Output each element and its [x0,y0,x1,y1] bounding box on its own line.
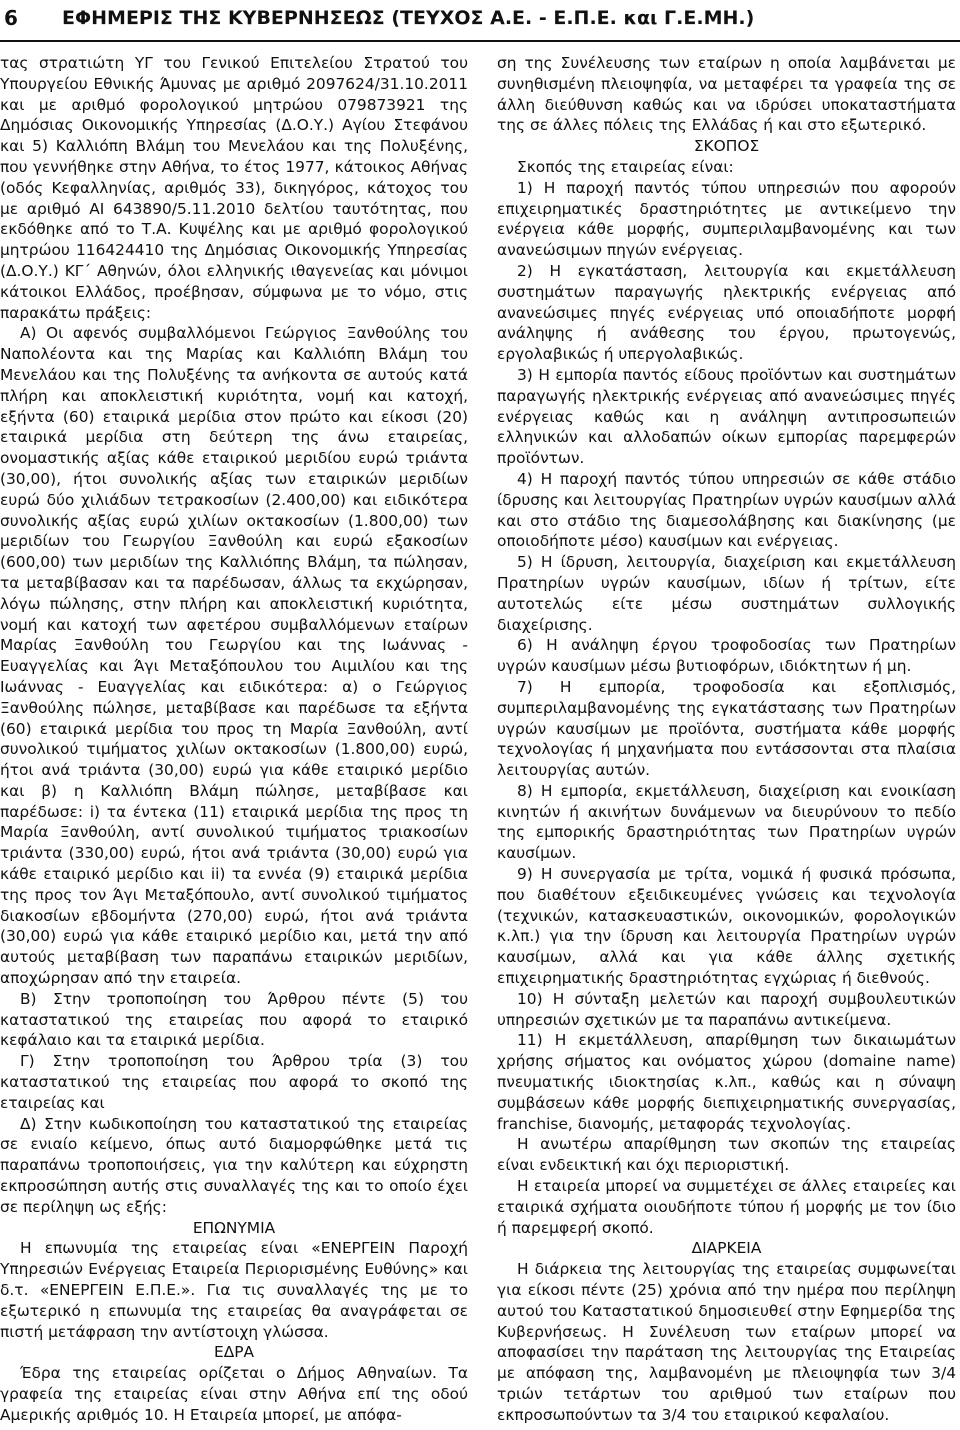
paragraph: ση της Συνέλευσης των εταίρων η οποία λαμβάνεται με συνηθισμένη πλειοψηφία, να μεταφέρει τα γραφεία της σε άλλη διεύθυνση καθώς και να ιδρύσει υποκαταστήματα της σε άλλες πόλεις της Ελλάδας ή και στο εξωτερικό. [497,54,956,135]
paragraph: τας στρατιώτη ΥΓ του Γενικού Επιτελείου Στρατού του Υπουργείου Εθνικής Άμυνας με αριθμό 2097624/31.10.2011 και με αριθμό φορολογικού μητρώου 079873921 της Δημόσιας Οικονομικής Υπηρεσίας (Δ.Ο.Υ.) Αγίου Στεφάνου και 5) Καλλιόπη Βλάμη του Μενελάου και της Πολυξένης, που γεννήθηκε στην Αθήνα, το έτος 1977, κάτοικος Αθήνας (οδός Κεφαλληνίας, αριθμός 33), δικηγόρος, κάτοχος του με αριθμό ΑΙ 643890/5.11.2010 δελτίου ταυτότητας, που εκδόθηκε από το Τ.Α. Κυψέλης και με αριθμό φορολογικού μητρώου 116424410 της Δημόσιας Οικονομικής Υπηρεσίας (Δ.Ο.Υ.) ΚΓ΄ Αθηνών, όλοι ελληνικής ιθαγενείας και μόνιμοι κάτοικοι Ελλάδος, προέβησαν, σύμφωνα με το νόμο, στις παρακάτω πράξεις: [0,54,468,322]
list-item: 6) Η ανάληψη έργου τροφοδοσίας των Πρατηρίων υγρών καυσίμων μέσω βυτιοφόρων, ιδιόκτητων ή μη. [497,636,956,676]
list-item: 3) Η εμπορία παντός είδους προϊόντων και συστημάτων παραγωγής ηλεκτρικής ενέργειας από ανανεώσιμες πηγές ενέργειας καθώς και η ανάληψη αντιπροσωπειών ελληνικών και αλλοδαπών οίκων εμπορίας παρεμφερών προϊόντων. [497,365,956,468]
paragraph: Γ) Στην τροποποίηση του Άρθρου τρία (3) του καταστατικού της εταιρείας που αφορά το σκοπό της εταιρείας και [0,1052,468,1112]
list-item: 8) Η εμπορία, εκμετάλλευση, διαχείριση και ενοικίαση κινητών ή ακινήτων δυνάμενων να διευρύνουν το πεδίο της εμπορικής δραστηριότητας των Πρατηρίων υγρών καυσίμων. [497,781,956,863]
paragraph: Η εταιρεία μπορεί να συμμετέχει σε άλλες εταιρείες και εταιρικά σχήματα οιουδήποτε τύπου ή μορφής με τον ίδιο ή παρεμφερή σκοπό. [497,1177,956,1237]
paragraph: Β) Στην τροποποίηση του Άρθρου πέντε (5) του καταστατικού της εταιρείας που αφορά το εταιρικό κεφάλαιο και τα εταιρικά μερίδια. [0,989,468,1050]
list-item: 10) Η σύνταξη μελετών και παροχή συμβουλευτικών υπηρεσιών σχετικών με τα παραπάνω αντικείμενα. [497,989,956,1029]
page-header [0,0,960,40]
left-column [0,53,468,1426]
section-heading-seat: ΕΔΡΑ [213,1343,255,1362]
paragraph: Η ανωτέρω απαρίθμηση των σκοπών της εταιρείας είναι ενδεικτική και όχι περιοριστική. [497,1135,956,1175]
header-rule [0,40,960,42]
gazette-title: ΕΦΗΜΕΡΙΣ ΤΗΣ ΚΥΒΕΡΝΗΣΕΩΣ (ΤΕΥΧΟΣ Α.Ε. - Ε.Π.Ε. και Γ.Ε.ΜΗ.) [62,7,755,29]
list-item: 1) Η παροχή παντός τύπου υπηρεσιών που αφορούν επιχειρηματικές δραστηριότητες με αντικείμενο την ενέργεια κάθε μορφής, συμπεριλαμβανομένης και των ανανεώσιμων πηγών ενέργειας. [497,178,956,260]
paragraph: Σκοπός της εταιρείας είναι: [517,157,734,176]
section-heading-name: ΕΠΩΝΥΜΙΑ [192,1218,276,1237]
paragraph: Η διάρκεια της λειτουργίας της εταιρείας συμφωνείται για είκοσι πέντε (25) χρόνια από την ημέρα που περίληψη αυτού του Καταστατικού δημοσιευθεί στην Εφημερίδα της Κυβερνήσεως. Η Συνέλευση των εταίρων μπορεί να αποφασίσει την παράταση της λειτουργίας της Εταιρείας με απόφαση της, λαμβανομένη με πλειοψηφία των 3/4 τριών τετάρτων του αριθμού των εταίρων που εκπροσωπούντων τα 3/4 του εταιρικού κεφαλαίου. [497,1260,956,1424]
list-item: 2) Η εγκατάσταση, λειτουργία και εκμετάλλευση συστημάτων παραγωγής ηλεκτρικής ενέργειας από ανανεώσιμες πηγές ενέργειας υπό οποιαδήποτε μορφή ανάληψης ή ανάθεσης του έργου, πρωτογενώς, εργολαβικώς ή υπεργολαβικώς. [497,261,956,364]
section-heading-purpose: ΣΚΟΠΟΣ [693,137,760,156]
page-number: 6 [4,6,18,30]
list-item: 5) Η ίδρυση, λειτουργία, διαχείριση και εκμετάλλευση Πρατηρίων υγρών καυσίμων, ιδίων ή τρίτων, είτε αυτοτελώς είτε μέσω συστημάτων συλλογικής διαχείρισης. [497,553,956,634]
paragraph: Η επωνυμία της εταιρείας είναι «ΕΝΕΡΓΕΙΝ Παροχή Υπηρεσιών Ενέργειας Εταιρεία Περιορισμένης Ευθύνης» και δ.τ. «ΕΝΕΡΓΕΙΝ Ε.Π.Ε.». Για τις συναλλαγές της με το εξωτερικό η επωνυμία της εταιρείας θα αναγράφεται σε πιστή μετάφραση την αντίστοιχη γλώσσα. [0,1239,468,1341]
list-item: 4) Η παροχή παντός τύπου υπηρεσιών σε κάθε στάδιο ίδρυσης και λειτουργίας Πρατηρίων υγρών καυσίμων αλλά και στο στάδιο της διαμεσολάβησης και διακίνησης (με οποιοδήποτε μέσο) καυσίμων και ενέργειας. [497,469,956,551]
list-item: 7) Η εμπορία, τροφοδοσία και εξοπλισμός, συμπεριλαμβανομένης της εγκατάστασης των Πρατηρίων υγρών καυσίμων με προϊόντα, συστήματα κάθε μορφής τεχνολογίας ή μηχανήματα που εντάσσονται στα πλαίσια λειτουργίας αυτών. [497,677,956,780]
right-column [497,53,956,1426]
paragraph: Έδρα της εταιρείας ορίζεται ο Δήμος Αθηναίων. Τα γραφεία της εταιρείας είναι στην Αθήνα επί της οδού Αμερικής αριθμός 10. Η Εταιρεία μπορεί, με απόφα- [0,1364,468,1424]
list-item: 11) Η εκμετάλλευση, απαρίθμηση των δικαιωμάτων χρήσης σήματος και ονόματος χώρου (domaine name) πνευματικής ιδιοκτησίας κ.λπ., καθώς και η σύναψη συμβάσεων κάθε μορφής διεπιχειρηματικής συνεργασίας, franchise, διανομής, μεταφοράς τεχνολογίας. [497,1031,956,1133]
paragraph: Α) Οι αφενός συμβαλλόμενοι Γεώργιος Ξανθούλης του Ναπολέοντα και της Μαρίας και Καλλιόπη Βλάμη του Μενελάου και της Πολυξένης τα ανήκοντα σε αυτούς κατά πλήρη και αποκλειστική κυριότητα, νομή και κατοχή, εξήντα (60) εταιρικά μερίδια στον πρώτο και είκοσι (20) εταιρικά μερίδια στη δεύτερη της άνω εταιρείας, ονομαστικής αξίας κάθε εταιρικού μεριδίου ευρώ τριάντα (30,00), ήτοι συνολικής αξίας των εταιρικών μεριδίων ευρώ δύο χιλιάδων τετρακοσίων (2.400,00) και ειδικότερα συνολικής αξίας ευρώ χιλίων οκτακοσίων (1.800,00) των μεριδίων του Γεωργίου Ξανθούλη και ευρώ εξακοσίων (600,00) των μεριδίων της Καλλιόπης Βλάμη, τα πώλησαν, τα μεταβίβασαν και τα παρέδωσαν, άλλως τα εκχώρησαν, λόγω πώλησης, στην πλήρη και αποκλειστική κυριότητα, νομή και κατοχή των αφετέρου συμβαλλόμενων εταίρων Μαρίας Ξανθούλη του Γεωργίου και της Ιωάννας - Ευαγγελίας και Άγι Μεταξόπουλου του Αιμιλίου και της Ιωάννας - Ευαγγελίας και ειδικότερα: α) ο Γεώργιος Ξανθούλης πώλησε, μεταβίβασε και παρέδωσε τα εξήντα (60) εταιρικά μερίδια του προς τη Μαρία Ξανθούλη, αντί συνολικού τιμήματος χιλίων οκτακοσίων (1.800,00) ευρώ, ήτοι ανά τριάντα (30,00) ευρώ για κάθε εταιρικό μερίδιο και β) η Καλλιόπη Βλάμη πώλησε, μεταβίβασε και παρέδωσε: i) τα έντεκα (11) εταιρικά μερίδια της προς τη Μαρία Ξανθούλη, αντί συνολικού τιμήματος τριακοσίων τριάντα (330,00) ευρώ, ήτοι ανά τριάντα (30,00) ευρώ για κάθε εταιρικό μερίδιο και ii) τα εννέα (9) εταιρικά μερίδια της προς τον Άγι Μεταξόπουλο, αντί συνολικού τιμήματος διακοσίων εβδομήντα (270,00) ευρώ, ήτοι ανά τριάντα (30,00) ευρώ για κάθε εταιρικό μερίδιο και, μετά την από αυτούς μεταβίβαση των παραπάνω εταιρικών μεριδίων, αποχώρησαν από την εταιρεία. [0,324,468,988]
paragraph: Δ) Στην κωδικοποίηση του καταστατικού της εταιρείας σε ενιαίο κείμενο, όπως αυτό διαμορφώθηκε μετά τις παραπάνω τροποποιήσεις, για την καλύτερη και εύχρηστη εκπροσώπηση αυτής στις συναλλαγές της και το οποίο έχει σε περίληψη ως εξής: [0,1114,468,1216]
section-heading-duration: ΔΙΑΡΚΕΙΑ [691,1239,762,1258]
list-item: 9) Η συνεργασία με τρίτα, νομικά ή φυσικά πρόσωπα, που διαθέτουν εξειδικευμένες γνώσεις και τεχνολογία (τεχνικών, κατασκευαστικών, οικονομικών, φορολογικών κ.λπ.) για την ίδρυση και λειτουργία Πρατηρίων υγρών καυσίμων, αλλά και για κάθε άλλης σχετικής επιχειρηματικής δραστηριότητας εγχώριας ή διεθνούς. [497,865,956,988]
